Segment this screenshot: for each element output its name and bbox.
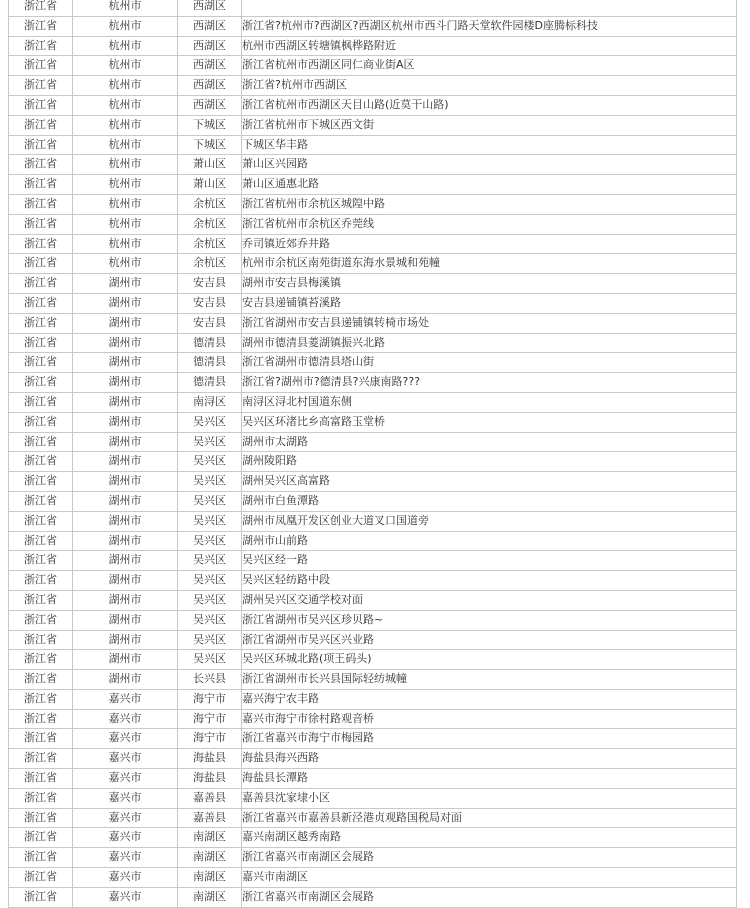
province-cell: 浙江省	[9, 333, 73, 353]
district-cell: 海盐县	[178, 749, 242, 769]
table-row	[9, 234, 737, 254]
address-cell: 湖州市太湖路	[242, 432, 737, 452]
province-cell: 浙江省	[9, 353, 73, 373]
district-cell: 吴兴区	[178, 472, 242, 492]
city-cell: 湖州市	[73, 472, 178, 492]
address-cell: 浙江省杭州市下城区西文街	[242, 115, 737, 135]
city-cell: 湖州市	[73, 571, 178, 591]
table-row	[9, 769, 737, 789]
address-cell: 吴兴区环城北路(项王码头)	[242, 650, 737, 670]
city-cell: 湖州市	[73, 511, 178, 531]
province-cell: 浙江省	[9, 56, 73, 76]
district-cell: 吴兴区	[178, 630, 242, 650]
city-cell: 嘉兴市	[73, 788, 178, 808]
address-cell: 浙江省杭州市西湖区同仁商业街A区	[242, 56, 737, 76]
table-row	[9, 155, 737, 175]
address-cell: 浙江省湖州市吴兴区珍贝路~	[242, 610, 737, 630]
city-cell: 湖州市	[73, 610, 178, 630]
address-cell: 吴兴区轻纺路中段	[242, 571, 737, 591]
table-row	[9, 788, 737, 808]
province-cell: 浙江省	[9, 551, 73, 571]
table-row	[9, 36, 737, 56]
address-cell: 南浔区浔北村国道东侧	[242, 392, 737, 412]
table-row	[9, 76, 737, 96]
table-row	[9, 16, 737, 36]
address-cell: 浙江省嘉兴市嘉善县新泾港贞观路国税局对面	[242, 808, 737, 828]
district-cell: 海宁市	[178, 689, 242, 709]
city-cell: 嘉兴市	[73, 848, 178, 868]
district-cell: 吴兴区	[178, 432, 242, 452]
district-cell: 德清县	[178, 373, 242, 393]
province-cell: 浙江省	[9, 392, 73, 412]
table-row	[9, 293, 737, 313]
city-cell: 湖州市	[73, 293, 178, 313]
province-cell: 浙江省	[9, 571, 73, 591]
province-cell: 浙江省	[9, 749, 73, 769]
province-cell: 浙江省	[9, 868, 73, 888]
province-cell: 浙江省	[9, 828, 73, 848]
address-cell: 浙江省湖州市长兴县国际轻纺城幢	[242, 670, 737, 690]
district-cell: 海宁市	[178, 729, 242, 749]
address-cell: 安吉县递铺镇苔溪路	[242, 293, 737, 313]
district-cell: 吴兴区	[178, 590, 242, 610]
province-cell: 浙江省	[9, 808, 73, 828]
table-row	[9, 333, 737, 353]
city-cell: 湖州市	[73, 531, 178, 551]
district-cell: 海盐县	[178, 769, 242, 789]
address-cell: 浙江省杭州市余杭区城隍中路	[242, 194, 737, 214]
table-row	[9, 709, 737, 729]
district-cell: 南湖区	[178, 828, 242, 848]
address-cell: 浙江省?杭州市西湖区	[242, 76, 737, 96]
district-cell: 吴兴区	[178, 511, 242, 531]
address-table-body	[9, 0, 737, 907]
address-cell: 浙江省嘉兴市南湖区会展路	[242, 887, 737, 907]
district-cell: 吴兴区	[178, 571, 242, 591]
address-cell: 嘉兴市海宁市徐村路观音桥	[242, 709, 737, 729]
district-cell: 吴兴区	[178, 531, 242, 551]
province-cell: 浙江省	[9, 293, 73, 313]
city-cell: 杭州市	[73, 16, 178, 36]
district-cell: 吴兴区	[178, 491, 242, 511]
table-row	[9, 432, 737, 452]
address-cell: 浙江省嘉兴市南湖区会展路	[242, 848, 737, 868]
table-row	[9, 0, 737, 16]
address-cell: 湖州市凤凰开发区创业大道叉口国道旁	[242, 511, 737, 531]
province-cell: 浙江省	[9, 650, 73, 670]
table-row	[9, 749, 737, 769]
table-row	[9, 274, 737, 294]
province-cell: 浙江省	[9, 531, 73, 551]
district-cell: 南湖区	[178, 848, 242, 868]
province-cell: 浙江省	[9, 274, 73, 294]
city-cell: 嘉兴市	[73, 709, 178, 729]
province-cell: 浙江省	[9, 214, 73, 234]
table-row	[9, 531, 737, 551]
city-cell: 嘉兴市	[73, 808, 178, 828]
table-row	[9, 887, 737, 907]
province-cell: 浙江省	[9, 373, 73, 393]
address-cell: 嘉兴市南湖区	[242, 868, 737, 888]
district-cell: 西湖区	[178, 56, 242, 76]
city-cell: 杭州市	[73, 56, 178, 76]
city-cell: 湖州市	[73, 590, 178, 610]
table-row	[9, 808, 737, 828]
district-cell: 南浔区	[178, 392, 242, 412]
address-cell: 浙江省湖州市吴兴区兴业路	[242, 630, 737, 650]
province-cell: 浙江省	[9, 155, 73, 175]
city-cell: 杭州市	[73, 234, 178, 254]
address-cell: 嘉兴南湖区越秀南路	[242, 828, 737, 848]
province-cell: 浙江省	[9, 234, 73, 254]
table-row	[9, 373, 737, 393]
city-cell: 杭州市	[73, 115, 178, 135]
table-row	[9, 571, 737, 591]
city-cell: 杭州市	[73, 155, 178, 175]
district-cell: 萧山区	[178, 175, 242, 195]
address-cell: 湖州市安吉县梅溪镇	[242, 274, 737, 294]
province-cell: 浙江省	[9, 709, 73, 729]
city-cell: 湖州市	[73, 392, 178, 412]
province-cell: 浙江省	[9, 610, 73, 630]
table-row	[9, 590, 737, 610]
address-cell: 吴兴区经一路	[242, 551, 737, 571]
table-row	[9, 511, 737, 531]
province-cell: 浙江省	[9, 630, 73, 650]
address-cell: 浙江省湖州市德清县塔山街	[242, 353, 737, 373]
table-row	[9, 392, 737, 412]
province-cell: 浙江省	[9, 590, 73, 610]
district-cell: 吴兴区	[178, 452, 242, 472]
table-row	[9, 313, 737, 333]
district-cell: 西湖区	[178, 36, 242, 56]
address-cell: 海盐县长潭路	[242, 769, 737, 789]
city-cell: 湖州市	[73, 353, 178, 373]
address-cell: 浙江省?湖州市?德清县?兴康南路???	[242, 373, 737, 393]
city-cell: 湖州市	[73, 630, 178, 650]
province-cell: 浙江省	[9, 432, 73, 452]
city-cell: 嘉兴市	[73, 828, 178, 848]
city-cell: 杭州市	[73, 76, 178, 96]
address-cell: 湖州市白鱼潭路	[242, 491, 737, 511]
province-cell: 浙江省	[9, 472, 73, 492]
address-cell: 杭州市余杭区南苑街道东海水景城和苑幢	[242, 254, 737, 274]
city-cell: 湖州市	[73, 551, 178, 571]
address-cell: 萧山区兴园路	[242, 155, 737, 175]
table-row	[9, 729, 737, 749]
province-cell: 浙江省	[9, 115, 73, 135]
province-cell: 浙江省	[9, 769, 73, 789]
city-cell: 湖州市	[73, 373, 178, 393]
city-cell: 杭州市	[73, 135, 178, 155]
district-cell: 吴兴区	[178, 650, 242, 670]
table-row	[9, 551, 737, 571]
district-cell: 萧山区	[178, 155, 242, 175]
province-cell: 浙江省	[9, 36, 73, 56]
table-row	[9, 254, 737, 274]
city-cell: 杭州市	[73, 194, 178, 214]
city-cell: 杭州市	[73, 175, 178, 195]
district-cell: 安吉县	[178, 274, 242, 294]
province-cell: 浙江省	[9, 848, 73, 868]
address-cell: 浙江省?杭州市?西湖区?西湖区杭州市西斗门路天堂软件园楼D座腾标科技	[242, 16, 737, 36]
province-cell: 浙江省	[9, 887, 73, 907]
district-cell: 长兴县	[178, 670, 242, 690]
city-cell: 湖州市	[73, 333, 178, 353]
address-cell: 浙江省杭州市余杭区乔莞线	[242, 214, 737, 234]
district-cell: 吴兴区	[178, 412, 242, 432]
address-cell: 萧山区通惠北路	[242, 175, 737, 195]
province-cell: 浙江省	[9, 194, 73, 214]
province-cell: 浙江省	[9, 670, 73, 690]
city-cell: 杭州市	[73, 214, 178, 234]
table-row	[9, 95, 737, 115]
table-row	[9, 472, 737, 492]
district-cell: 海宁市	[178, 709, 242, 729]
city-cell: 杭州市	[73, 0, 178, 16]
table-row	[9, 175, 737, 195]
city-cell: 湖州市	[73, 274, 178, 294]
city-cell: 嘉兴市	[73, 729, 178, 749]
province-cell: 浙江省	[9, 452, 73, 472]
district-cell: 西湖区	[178, 0, 242, 16]
district-cell: 西湖区	[178, 16, 242, 36]
province-cell: 浙江省	[9, 412, 73, 432]
table-row	[9, 194, 737, 214]
table-row	[9, 610, 737, 630]
table-row	[9, 650, 737, 670]
province-cell: 浙江省	[9, 175, 73, 195]
city-cell: 嘉兴市	[73, 769, 178, 789]
address-cell: 湖州吴兴区高富路	[242, 472, 737, 492]
address-cell: 下城区华丰路	[242, 135, 737, 155]
table-row	[9, 115, 737, 135]
table-row	[9, 848, 737, 868]
province-cell: 浙江省	[9, 76, 73, 96]
table-row	[9, 214, 737, 234]
province-cell: 浙江省	[9, 689, 73, 709]
city-cell: 湖州市	[73, 650, 178, 670]
district-cell: 德清县	[178, 353, 242, 373]
address-cell: 浙江省湖州市安吉县递铺镇转椅市场处	[242, 313, 737, 333]
address-cell: 杭州市西湖区转塘镇枫桦路附近	[242, 36, 737, 56]
district-cell: 余杭区	[178, 234, 242, 254]
address-cell: 湖州陵阳路	[242, 452, 737, 472]
city-cell: 湖州市	[73, 412, 178, 432]
table-row	[9, 670, 737, 690]
address-cell: 湖州市德清县菱湖镇振兴北路	[242, 333, 737, 353]
table-row	[9, 868, 737, 888]
table-row	[9, 689, 737, 709]
province-cell: 浙江省	[9, 16, 73, 36]
province-cell: 浙江省	[9, 0, 73, 16]
province-cell: 浙江省	[9, 95, 73, 115]
table-row	[9, 630, 737, 650]
district-cell: 吴兴区	[178, 551, 242, 571]
city-cell: 湖州市	[73, 313, 178, 333]
address-cell: 浙江省杭州市西湖区天目山路(近莫干山路)	[242, 95, 737, 115]
city-cell: 湖州市	[73, 670, 178, 690]
district-cell: 下城区	[178, 115, 242, 135]
district-cell: 西湖区	[178, 76, 242, 96]
address-cell: 海盐县海兴西路	[242, 749, 737, 769]
city-cell: 嘉兴市	[73, 868, 178, 888]
address-cell: 浙江省嘉兴市海宁市梅园路	[242, 729, 737, 749]
province-cell: 浙江省	[9, 254, 73, 274]
table-row	[9, 412, 737, 432]
district-cell: 余杭区	[178, 214, 242, 234]
province-cell: 浙江省	[9, 788, 73, 808]
city-cell: 嘉兴市	[73, 887, 178, 907]
province-cell: 浙江省	[9, 135, 73, 155]
city-cell: 嘉兴市	[73, 689, 178, 709]
address-table	[8, 0, 737, 908]
district-cell: 南湖区	[178, 868, 242, 888]
address-cell	[242, 0, 737, 16]
province-cell: 浙江省	[9, 511, 73, 531]
province-cell: 浙江省	[9, 313, 73, 333]
address-cell: 嘉善县沈家埭小区	[242, 788, 737, 808]
district-cell: 余杭区	[178, 254, 242, 274]
district-cell: 嘉善县	[178, 808, 242, 828]
table-row	[9, 56, 737, 76]
district-cell: 嘉善县	[178, 788, 242, 808]
address-cell: 吴兴区环渚比乡高富路玉堂桥	[242, 412, 737, 432]
table-row	[9, 452, 737, 472]
address-cell: 嘉兴海宁农丰路	[242, 689, 737, 709]
city-cell: 嘉兴市	[73, 749, 178, 769]
address-cell: 湖州市山前路	[242, 531, 737, 551]
district-cell: 西湖区	[178, 95, 242, 115]
province-cell: 浙江省	[9, 491, 73, 511]
address-cell: 乔司镇近郊乔井路	[242, 234, 737, 254]
district-cell: 安吉县	[178, 313, 242, 333]
city-cell: 湖州市	[73, 491, 178, 511]
city-cell: 杭州市	[73, 95, 178, 115]
city-cell: 杭州市	[73, 254, 178, 274]
table-row	[9, 353, 737, 373]
province-cell: 浙江省	[9, 729, 73, 749]
city-cell: 杭州市	[73, 36, 178, 56]
table-row	[9, 828, 737, 848]
district-cell: 余杭区	[178, 194, 242, 214]
district-cell: 南湖区	[178, 887, 242, 907]
district-cell: 德清县	[178, 333, 242, 353]
table-row	[9, 135, 737, 155]
city-cell: 湖州市	[73, 452, 178, 472]
district-cell: 吴兴区	[178, 610, 242, 630]
district-cell: 安吉县	[178, 293, 242, 313]
district-cell: 下城区	[178, 135, 242, 155]
table-row	[9, 491, 737, 511]
city-cell: 湖州市	[73, 432, 178, 452]
address-cell: 湖州吴兴区交通学校对面	[242, 590, 737, 610]
